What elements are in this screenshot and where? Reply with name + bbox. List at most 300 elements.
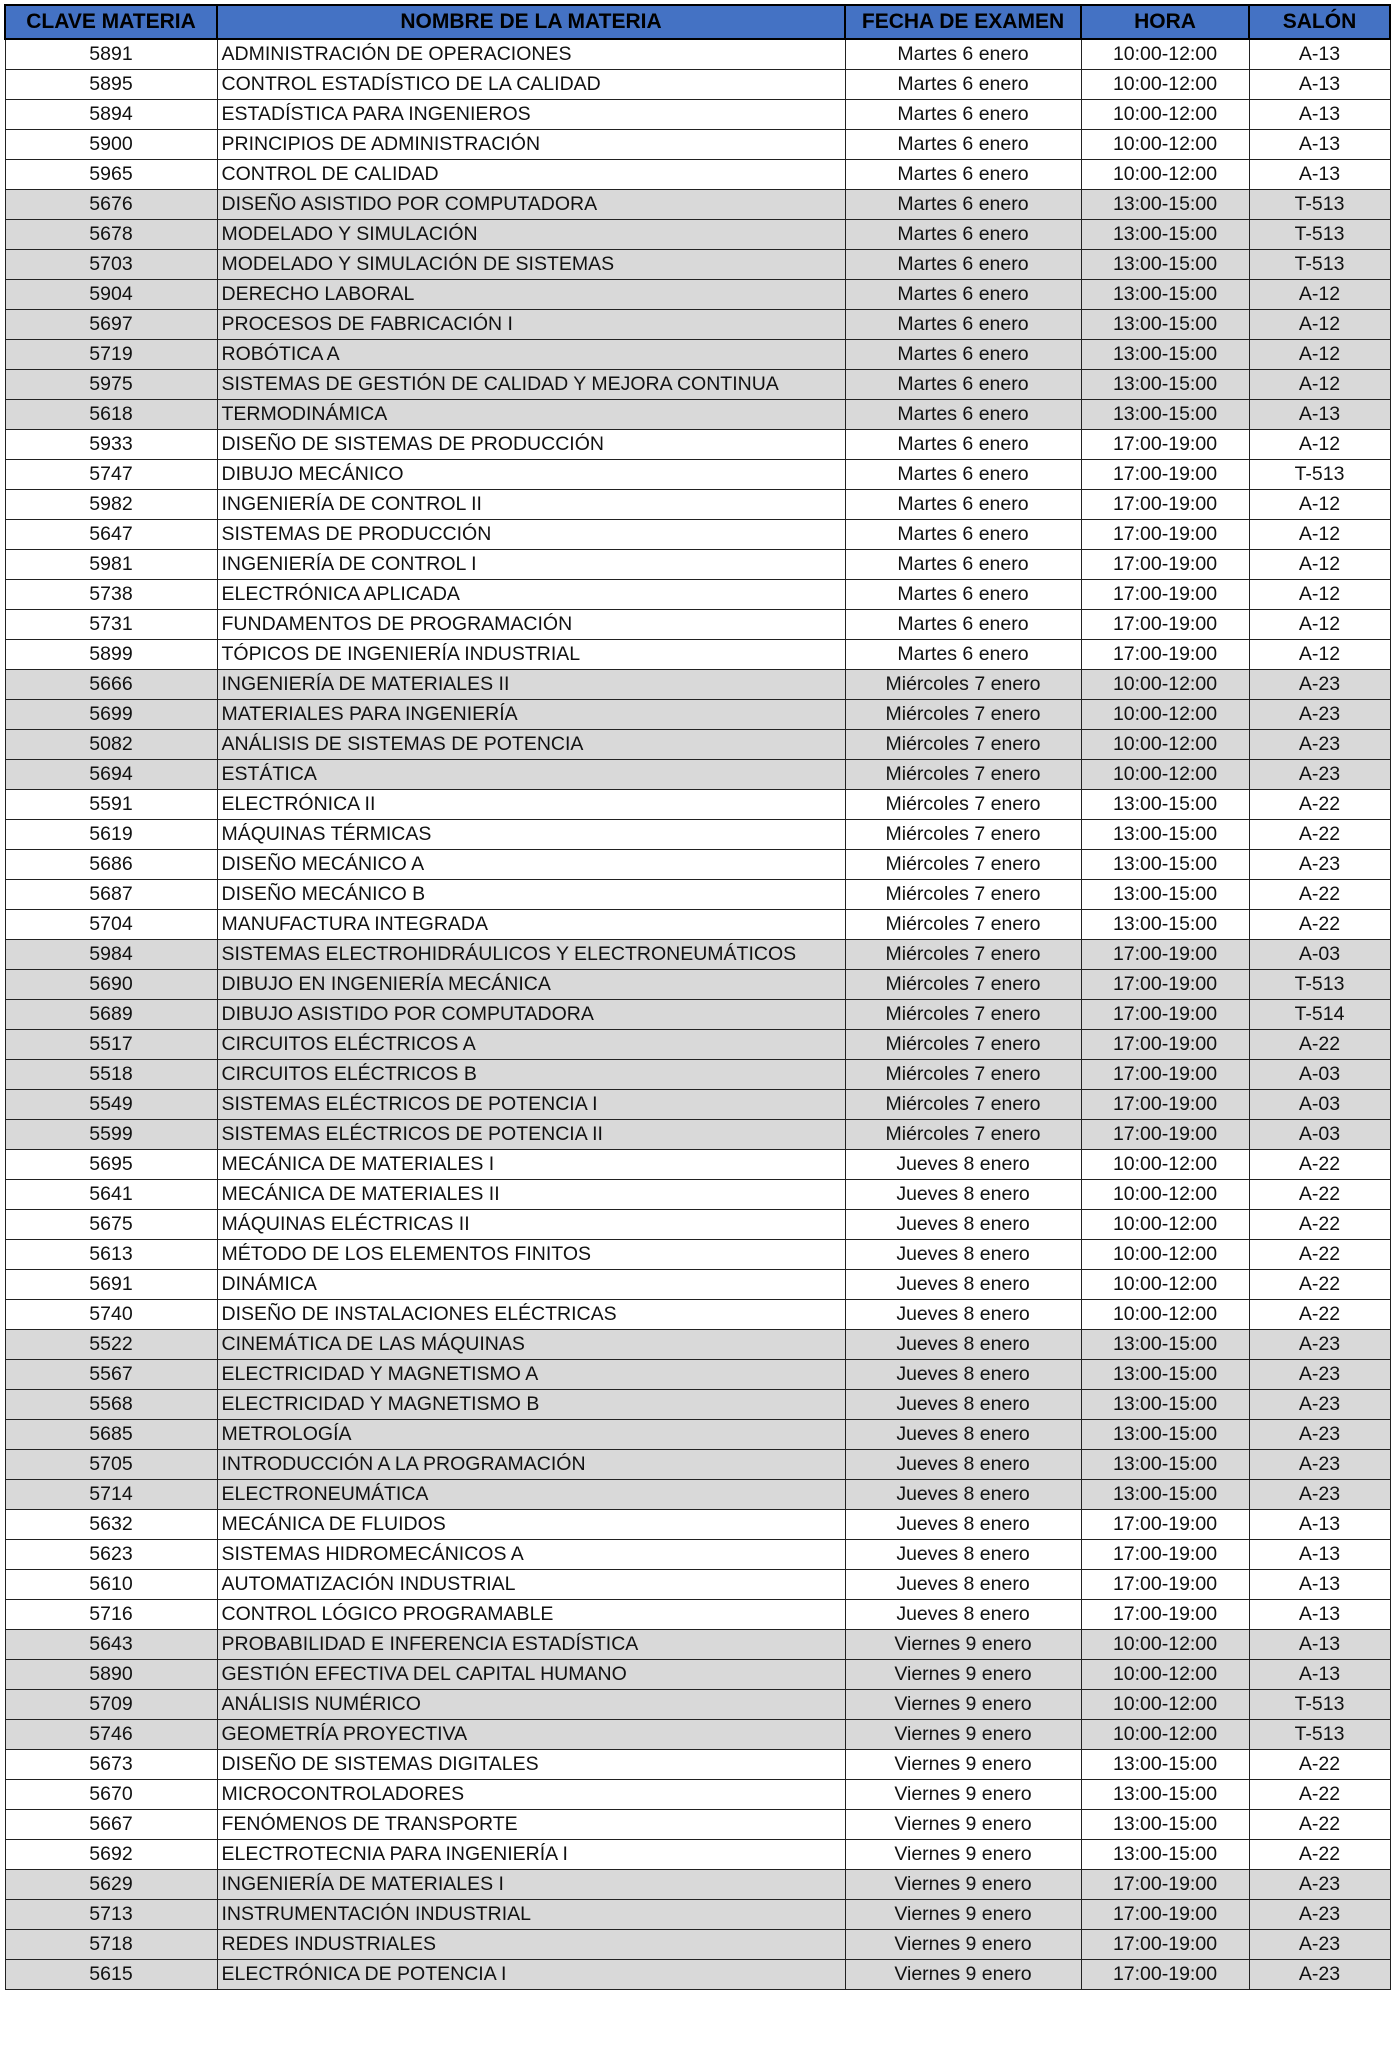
cell-clave[interactable]: 5740	[5, 1300, 217, 1330]
cell-clave[interactable]: 5591	[5, 790, 217, 820]
cell-salon[interactable]: A-12	[1249, 580, 1390, 610]
cell-salon[interactable]: A-23	[1249, 1390, 1390, 1420]
cell-fecha[interactable]: Jueves 8 enero	[845, 1180, 1081, 1210]
cell-hora[interactable]: 17:00-19:00	[1081, 580, 1249, 610]
cell-salon[interactable]: T-513	[1249, 250, 1390, 280]
cell-fecha[interactable]: Miércoles 7 enero	[845, 730, 1081, 760]
cell-hora[interactable]: 10:00-12:00	[1081, 160, 1249, 190]
cell-clave[interactable]: 5666	[5, 670, 217, 700]
cell-fecha[interactable]: Viernes 9 enero	[845, 1750, 1081, 1780]
cell-nombre[interactable]: MODELADO Y SIMULACIÓN	[217, 220, 845, 250]
cell-hora[interactable]: 17:00-19:00	[1081, 1090, 1249, 1120]
cell-fecha[interactable]: Martes 6 enero	[845, 160, 1081, 190]
cell-salon[interactable]: A-03	[1249, 1090, 1390, 1120]
cell-nombre[interactable]: MECÁNICA DE MATERIALES II	[217, 1180, 845, 1210]
cell-clave[interactable]: 5643	[5, 1630, 217, 1660]
table-row[interactable]	[5, 1000, 1390, 1030]
cell-fecha[interactable]: Viernes 9 enero	[845, 1840, 1081, 1870]
cell-nombre[interactable]: SISTEMAS DE PRODUCCIÓN	[217, 520, 845, 550]
table-row[interactable]	[5, 1330, 1390, 1360]
header-fecha[interactable]: FECHA DE EXAMEN	[845, 5, 1081, 39]
cell-nombre[interactable]: DISEÑO MECÁNICO B	[217, 880, 845, 910]
cell-nombre[interactable]: MÉTODO DE LOS ELEMENTOS FINITOS	[217, 1240, 845, 1270]
cell-nombre[interactable]: TÓPICOS DE INGENIERÍA INDUSTRIAL	[217, 640, 845, 670]
cell-clave[interactable]: 5746	[5, 1720, 217, 1750]
cell-salon[interactable]: A-12	[1249, 310, 1390, 340]
cell-nombre[interactable]: ELECTRÓNICA DE POTENCIA I	[217, 1960, 845, 1990]
cell-nombre[interactable]: SISTEMAS ELÉCTRICOS DE POTENCIA I	[217, 1090, 845, 1120]
cell-salon[interactable]: A-23	[1249, 1900, 1390, 1930]
cell-salon[interactable]: A-22	[1249, 1270, 1390, 1300]
cell-fecha[interactable]: Jueves 8 enero	[845, 1420, 1081, 1450]
table-row[interactable]	[5, 1930, 1390, 1960]
table-row[interactable]	[5, 730, 1390, 760]
cell-clave[interactable]: 5673	[5, 1750, 217, 1780]
cell-nombre[interactable]: SISTEMAS HIDROMECÁNICOS A	[217, 1540, 845, 1570]
cell-hora[interactable]: 17:00-19:00	[1081, 1540, 1249, 1570]
table-row[interactable]	[5, 790, 1390, 820]
cell-salon[interactable]: A-23	[1249, 730, 1390, 760]
table-row[interactable]	[5, 1870, 1390, 1900]
cell-fecha[interactable]: Jueves 8 enero	[845, 1360, 1081, 1390]
cell-nombre[interactable]: DISEÑO DE INSTALACIONES ELÉCTRICAS	[217, 1300, 845, 1330]
cell-fecha[interactable]: Martes 6 enero	[845, 400, 1081, 430]
cell-clave[interactable]: 5613	[5, 1240, 217, 1270]
table-row[interactable]	[5, 1240, 1390, 1270]
cell-salon[interactable]: A-03	[1249, 1120, 1390, 1150]
cell-nombre[interactable]: ESTADÍSTICA PARA INGENIEROS	[217, 100, 845, 130]
cell-fecha[interactable]: Viernes 9 enero	[845, 1810, 1081, 1840]
cell-nombre[interactable]: DERECHO LABORAL	[217, 280, 845, 310]
table-row[interactable]	[5, 1720, 1390, 1750]
cell-salon[interactable]: A-23	[1249, 1450, 1390, 1480]
cell-nombre[interactable]: INGENIERÍA DE CONTROL II	[217, 490, 845, 520]
cell-salon[interactable]: A-12	[1249, 550, 1390, 580]
cell-salon[interactable]: A-13	[1249, 1570, 1390, 1600]
cell-fecha[interactable]: Martes 6 enero	[845, 430, 1081, 460]
cell-salon[interactable]: T-513	[1249, 970, 1390, 1000]
cell-hora[interactable]: 17:00-19:00	[1081, 970, 1249, 1000]
cell-nombre[interactable]: ELECTRÓNICA APLICADA	[217, 580, 845, 610]
cell-clave[interactable]: 5599	[5, 1120, 217, 1150]
cell-nombre[interactable]: FUNDAMENTOS DE PROGRAMACIÓN	[217, 610, 845, 640]
cell-fecha[interactable]: Martes 6 enero	[845, 580, 1081, 610]
cell-fecha[interactable]: Miércoles 7 enero	[845, 1120, 1081, 1150]
cell-nombre[interactable]: PRINCIPIOS DE ADMINISTRACIÓN	[217, 130, 845, 160]
table-row[interactable]	[5, 700, 1390, 730]
cell-hora[interactable]: 13:00-15:00	[1081, 1330, 1249, 1360]
cell-salon[interactable]: A-22	[1249, 1780, 1390, 1810]
cell-hora[interactable]: 13:00-15:00	[1081, 880, 1249, 910]
cell-nombre[interactable]: REDES INDUSTRIALES	[217, 1930, 845, 1960]
cell-fecha[interactable]: Miércoles 7 enero	[845, 820, 1081, 850]
table-row[interactable]	[5, 1750, 1390, 1780]
table-row[interactable]	[5, 430, 1390, 460]
cell-clave[interactable]: 5895	[5, 70, 217, 100]
cell-clave[interactable]: 5933	[5, 430, 217, 460]
cell-nombre[interactable]: ELECTRICIDAD Y MAGNETISMO A	[217, 1360, 845, 1390]
cell-fecha[interactable]: Miércoles 7 enero	[845, 1060, 1081, 1090]
header-clave[interactable]: CLAVE MATERIA	[5, 5, 217, 39]
table-row[interactable]	[5, 940, 1390, 970]
cell-hora[interactable]: 17:00-19:00	[1081, 1960, 1249, 1990]
cell-nombre[interactable]: ELECTRICIDAD Y MAGNETISMO B	[217, 1390, 845, 1420]
cell-nombre[interactable]: METROLOGÍA	[217, 1420, 845, 1450]
cell-hora[interactable]: 10:00-12:00	[1081, 130, 1249, 160]
cell-nombre[interactable]: ELECTRÓNICA II	[217, 790, 845, 820]
cell-nombre[interactable]: MANUFACTURA INTEGRADA	[217, 910, 845, 940]
cell-hora[interactable]: 10:00-12:00	[1081, 1630, 1249, 1660]
cell-hora[interactable]: 17:00-19:00	[1081, 1060, 1249, 1090]
table-row[interactable]	[5, 1090, 1390, 1120]
cell-hora[interactable]: 17:00-19:00	[1081, 1120, 1249, 1150]
cell-nombre[interactable]: ESTÁTICA	[217, 760, 845, 790]
cell-salon[interactable]: A-23	[1249, 1420, 1390, 1450]
cell-clave[interactable]: 5678	[5, 220, 217, 250]
cell-salon[interactable]: A-12	[1249, 520, 1390, 550]
table-row[interactable]	[5, 640, 1390, 670]
cell-salon[interactable]: A-12	[1249, 370, 1390, 400]
cell-clave[interactable]: 5975	[5, 370, 217, 400]
cell-clave[interactable]: 5713	[5, 1900, 217, 1930]
cell-hora[interactable]: 10:00-12:00	[1081, 1240, 1249, 1270]
cell-nombre[interactable]: ELECTROTECNIA PARA INGENIERÍA I	[217, 1840, 845, 1870]
cell-nombre[interactable]: INGENIERÍA DE MATERIALES II	[217, 670, 845, 700]
cell-nombre[interactable]: MICROCONTROLADORES	[217, 1780, 845, 1810]
cell-clave[interactable]: 5641	[5, 1180, 217, 1210]
cell-clave[interactable]: 5981	[5, 550, 217, 580]
cell-hora[interactable]: 13:00-15:00	[1081, 220, 1249, 250]
cell-salon[interactable]: A-22	[1249, 790, 1390, 820]
cell-nombre[interactable]: MÁQUINAS ELÉCTRICAS II	[217, 1210, 845, 1240]
table-row[interactable]	[5, 580, 1390, 610]
cell-clave[interactable]: 5686	[5, 850, 217, 880]
table-row[interactable]	[5, 1210, 1390, 1240]
cell-nombre[interactable]: DISEÑO DE SISTEMAS DE PRODUCCIÓN	[217, 430, 845, 460]
table-row[interactable]	[5, 340, 1390, 370]
cell-hora[interactable]: 10:00-12:00	[1081, 1300, 1249, 1330]
cell-nombre[interactable]: ELECTRONEUMÁTICA	[217, 1480, 845, 1510]
table-row[interactable]	[5, 130, 1390, 160]
cell-fecha[interactable]: Miércoles 7 enero	[845, 1090, 1081, 1120]
cell-nombre[interactable]: CIRCUITOS ELÉCTRICOS B	[217, 1060, 845, 1090]
cell-salon[interactable]: A-22	[1249, 1240, 1390, 1270]
table-row[interactable]	[5, 1810, 1390, 1840]
table-row[interactable]	[5, 190, 1390, 220]
cell-clave[interactable]: 5676	[5, 190, 217, 220]
cell-nombre[interactable]: ANÁLISIS NUMÉRICO	[217, 1690, 845, 1720]
table-row[interactable]	[5, 1900, 1390, 1930]
cell-clave[interactable]: 5705	[5, 1450, 217, 1480]
cell-hora[interactable]: 10:00-12:00	[1081, 1270, 1249, 1300]
cell-salon[interactable]: A-22	[1249, 1750, 1390, 1780]
cell-clave[interactable]: 5647	[5, 520, 217, 550]
cell-nombre[interactable]: SISTEMAS ELECTROHIDRÁULICOS Y ELECTRONEUMÁTICOS	[217, 940, 845, 970]
table-row[interactable]	[5, 70, 1390, 100]
table-row[interactable]	[5, 1960, 1390, 1990]
cell-fecha[interactable]: Jueves 8 enero	[845, 1330, 1081, 1360]
cell-clave[interactable]: 5670	[5, 1780, 217, 1810]
cell-clave[interactable]: 5904	[5, 280, 217, 310]
cell-nombre[interactable]: MÁQUINAS TÉRMICAS	[217, 820, 845, 850]
cell-salon[interactable]: A-22	[1249, 1030, 1390, 1060]
cell-nombre[interactable]: TERMODINÁMICA	[217, 400, 845, 430]
cell-nombre[interactable]: ANÁLISIS DE SISTEMAS DE POTENCIA	[217, 730, 845, 760]
table-row[interactable]	[5, 370, 1390, 400]
cell-hora[interactable]: 17:00-19:00	[1081, 940, 1249, 970]
cell-hora[interactable]: 10:00-12:00	[1081, 670, 1249, 700]
table-row[interactable]	[5, 820, 1390, 850]
table-row[interactable]	[5, 1360, 1390, 1390]
cell-clave[interactable]: 5894	[5, 100, 217, 130]
cell-clave[interactable]: 5690	[5, 970, 217, 1000]
cell-clave[interactable]: 5618	[5, 400, 217, 430]
cell-fecha[interactable]: Jueves 8 enero	[845, 1210, 1081, 1240]
cell-fecha[interactable]: Jueves 8 enero	[845, 1600, 1081, 1630]
cell-salon[interactable]: A-12	[1249, 640, 1390, 670]
cell-salon[interactable]: A-22	[1249, 1300, 1390, 1330]
cell-clave[interactable]: 5610	[5, 1570, 217, 1600]
cell-clave[interactable]: 5709	[5, 1690, 217, 1720]
cell-fecha[interactable]: Miércoles 7 enero	[845, 1000, 1081, 1030]
cell-fecha[interactable]: Jueves 8 enero	[845, 1270, 1081, 1300]
cell-salon[interactable]: A-23	[1249, 1930, 1390, 1960]
cell-hora[interactable]: 17:00-19:00	[1081, 550, 1249, 580]
cell-salon[interactable]: A-13	[1249, 400, 1390, 430]
cell-salon[interactable]: A-03	[1249, 1060, 1390, 1090]
cell-nombre[interactable]: DINÁMICA	[217, 1270, 845, 1300]
cell-fecha[interactable]: Martes 6 enero	[845, 130, 1081, 160]
cell-nombre[interactable]: MODELADO Y SIMULACIÓN DE SISTEMAS	[217, 250, 845, 280]
table-row[interactable]	[5, 970, 1390, 1000]
cell-salon[interactable]: A-23	[1249, 670, 1390, 700]
cell-fecha[interactable]: Martes 6 enero	[845, 220, 1081, 250]
cell-clave[interactable]: 5731	[5, 610, 217, 640]
cell-salon[interactable]: A-13	[1249, 1540, 1390, 1570]
table-row[interactable]	[5, 1510, 1390, 1540]
table-row[interactable]	[5, 250, 1390, 280]
table-row[interactable]	[5, 1150, 1390, 1180]
cell-hora[interactable]: 17:00-19:00	[1081, 1600, 1249, 1630]
cell-nombre[interactable]: AUTOMATIZACIÓN INDUSTRIAL	[217, 1570, 845, 1600]
cell-fecha[interactable]: Martes 6 enero	[845, 490, 1081, 520]
table-row[interactable]	[5, 1390, 1390, 1420]
cell-hora[interactable]: 13:00-15:00	[1081, 400, 1249, 430]
table-row[interactable]	[5, 670, 1390, 700]
cell-clave[interactable]: 5619	[5, 820, 217, 850]
cell-fecha[interactable]: Viernes 9 enero	[845, 1690, 1081, 1720]
cell-fecha[interactable]: Jueves 8 enero	[845, 1480, 1081, 1510]
cell-salon[interactable]: A-13	[1249, 70, 1390, 100]
cell-clave[interactable]: 5687	[5, 880, 217, 910]
table-row[interactable]	[5, 1690, 1390, 1720]
cell-salon[interactable]: T-513	[1249, 1690, 1390, 1720]
cell-hora[interactable]: 10:00-12:00	[1081, 1720, 1249, 1750]
cell-hora[interactable]: 17:00-19:00	[1081, 520, 1249, 550]
cell-clave[interactable]: 5697	[5, 310, 217, 340]
cell-hora[interactable]: 17:00-19:00	[1081, 1870, 1249, 1900]
cell-nombre[interactable]: INGENIERÍA DE MATERIALES I	[217, 1870, 845, 1900]
cell-hora[interactable]: 13:00-15:00	[1081, 1810, 1249, 1840]
cell-clave[interactable]: 5568	[5, 1390, 217, 1420]
table-row[interactable]	[5, 1270, 1390, 1300]
cell-nombre[interactable]: FENÓMENOS DE TRANSPORTE	[217, 1810, 845, 1840]
cell-nombre[interactable]: CONTROL LÓGICO PROGRAMABLE	[217, 1600, 845, 1630]
cell-hora[interactable]: 10:00-12:00	[1081, 1660, 1249, 1690]
cell-salon[interactable]: A-23	[1249, 700, 1390, 730]
cell-hora[interactable]: 13:00-15:00	[1081, 310, 1249, 340]
cell-nombre[interactable]: CONTROL DE CALIDAD	[217, 160, 845, 190]
cell-salon[interactable]: A-23	[1249, 1330, 1390, 1360]
cell-fecha[interactable]: Jueves 8 enero	[845, 1300, 1081, 1330]
cell-clave[interactable]: 5685	[5, 1420, 217, 1450]
cell-nombre[interactable]: INSTRUMENTACIÓN INDUSTRIAL	[217, 1900, 845, 1930]
cell-hora[interactable]: 17:00-19:00	[1081, 1510, 1249, 1540]
cell-salon[interactable]: A-22	[1249, 910, 1390, 940]
cell-nombre[interactable]: DIBUJO EN INGENIERÍA MECÁNICA	[217, 970, 845, 1000]
cell-salon[interactable]: T-513	[1249, 460, 1390, 490]
cell-clave[interactable]: 5082	[5, 730, 217, 760]
cell-salon[interactable]: A-23	[1249, 1360, 1390, 1390]
cell-salon[interactable]: A-22	[1249, 820, 1390, 850]
cell-salon[interactable]: A-23	[1249, 1960, 1390, 1990]
cell-hora[interactable]: 17:00-19:00	[1081, 460, 1249, 490]
cell-fecha[interactable]: Miércoles 7 enero	[845, 760, 1081, 790]
cell-clave[interactable]: 5718	[5, 1930, 217, 1960]
cell-fecha[interactable]: Miércoles 7 enero	[845, 700, 1081, 730]
cell-salon[interactable]: T-513	[1249, 1720, 1390, 1750]
table-row[interactable]	[5, 400, 1390, 430]
header-hora[interactable]: HORA	[1081, 5, 1249, 39]
cell-clave[interactable]: 5899	[5, 640, 217, 670]
cell-clave[interactable]: 5900	[5, 130, 217, 160]
table-row[interactable]	[5, 850, 1390, 880]
cell-fecha[interactable]: Martes 6 enero	[845, 640, 1081, 670]
cell-fecha[interactable]: Miércoles 7 enero	[845, 880, 1081, 910]
cell-hora[interactable]: 13:00-15:00	[1081, 1360, 1249, 1390]
cell-nombre[interactable]: GESTIÓN EFECTIVA DEL CAPITAL HUMANO	[217, 1660, 845, 1690]
cell-clave[interactable]: 5667	[5, 1810, 217, 1840]
cell-nombre[interactable]: DISEÑO DE SISTEMAS DIGITALES	[217, 1750, 845, 1780]
cell-nombre[interactable]: CIRCUITOS ELÉCTRICOS A	[217, 1030, 845, 1060]
cell-nombre[interactable]: PROBABILIDAD E INFERENCIA ESTADÍSTICA	[217, 1630, 845, 1660]
cell-fecha[interactable]: Miércoles 7 enero	[845, 910, 1081, 940]
cell-fecha[interactable]: Viernes 9 enero	[845, 1780, 1081, 1810]
cell-clave[interactable]: 5567	[5, 1360, 217, 1390]
cell-salon[interactable]: A-22	[1249, 1210, 1390, 1240]
cell-fecha[interactable]: Martes 6 enero	[845, 340, 1081, 370]
table-row[interactable]	[5, 520, 1390, 550]
table-row[interactable]	[5, 100, 1390, 130]
table-row[interactable]	[5, 460, 1390, 490]
table-row[interactable]	[5, 1450, 1390, 1480]
table-row[interactable]	[5, 760, 1390, 790]
table-row[interactable]	[5, 880, 1390, 910]
cell-salon[interactable]: A-23	[1249, 1870, 1390, 1900]
cell-fecha[interactable]: Martes 6 enero	[845, 370, 1081, 400]
cell-salon[interactable]: A-13	[1249, 160, 1390, 190]
cell-hora[interactable]: 13:00-15:00	[1081, 820, 1249, 850]
cell-hora[interactable]: 17:00-19:00	[1081, 640, 1249, 670]
table-row[interactable]	[5, 1120, 1390, 1150]
cell-hora[interactable]: 17:00-19:00	[1081, 490, 1249, 520]
cell-clave[interactable]: 5629	[5, 1870, 217, 1900]
cell-hora[interactable]: 17:00-19:00	[1081, 1570, 1249, 1600]
cell-clave[interactable]: 5615	[5, 1960, 217, 1990]
cell-hora[interactable]: 17:00-19:00	[1081, 1900, 1249, 1930]
cell-nombre[interactable]: DISEÑO ASISTIDO POR COMPUTADORA	[217, 190, 845, 220]
cell-clave[interactable]: 5703	[5, 250, 217, 280]
cell-nombre[interactable]: CINEMÁTICA DE LAS MÁQUINAS	[217, 1330, 845, 1360]
cell-fecha[interactable]: Miércoles 7 enero	[845, 1030, 1081, 1060]
cell-fecha[interactable]: Miércoles 7 enero	[845, 850, 1081, 880]
cell-hora[interactable]: 13:00-15:00	[1081, 250, 1249, 280]
cell-salon[interactable]: A-13	[1249, 130, 1390, 160]
table-row[interactable]	[5, 1630, 1390, 1660]
cell-salon[interactable]: A-22	[1249, 880, 1390, 910]
cell-fecha[interactable]: Miércoles 7 enero	[845, 970, 1081, 1000]
table-row[interactable]	[5, 1060, 1390, 1090]
cell-fecha[interactable]: Viernes 9 enero	[845, 1870, 1081, 1900]
cell-nombre[interactable]: CONTROL ESTADÍSTICO DE LA CALIDAD	[217, 70, 845, 100]
cell-nombre[interactable]: SISTEMAS DE GESTIÓN DE CALIDAD Y MEJORA CONTINUA	[217, 370, 845, 400]
cell-nombre[interactable]: PROCESOS DE FABRICACIÓN I	[217, 310, 845, 340]
cell-clave[interactable]: 5549	[5, 1090, 217, 1120]
cell-hora[interactable]: 10:00-12:00	[1081, 1180, 1249, 1210]
table-row[interactable]	[5, 160, 1390, 190]
cell-hora[interactable]: 13:00-15:00	[1081, 1480, 1249, 1510]
table-row[interactable]	[5, 39, 1390, 70]
cell-salon[interactable]: A-22	[1249, 1150, 1390, 1180]
cell-fecha[interactable]: Miércoles 7 enero	[845, 940, 1081, 970]
cell-salon[interactable]: A-23	[1249, 850, 1390, 880]
cell-fecha[interactable]: Viernes 9 enero	[845, 1720, 1081, 1750]
cell-hora[interactable]: 13:00-15:00	[1081, 1750, 1249, 1780]
table-row[interactable]	[5, 1840, 1390, 1870]
cell-salon[interactable]: A-13	[1249, 1660, 1390, 1690]
cell-fecha[interactable]: Martes 6 enero	[845, 460, 1081, 490]
cell-fecha[interactable]: Martes 6 enero	[845, 39, 1081, 70]
cell-clave[interactable]: 5695	[5, 1150, 217, 1180]
cell-hora[interactable]: 13:00-15:00	[1081, 370, 1249, 400]
table-row[interactable]	[5, 1480, 1390, 1510]
table-row[interactable]	[5, 1420, 1390, 1450]
cell-nombre[interactable]: DIBUJO ASISTIDO POR COMPUTADORA	[217, 1000, 845, 1030]
cell-fecha[interactable]: Martes 6 enero	[845, 70, 1081, 100]
cell-fecha[interactable]: Miércoles 7 enero	[845, 670, 1081, 700]
cell-clave[interactable]: 5965	[5, 160, 217, 190]
cell-salon[interactable]: A-13	[1249, 1630, 1390, 1660]
cell-hora[interactable]: 10:00-12:00	[1081, 700, 1249, 730]
cell-hora[interactable]: 10:00-12:00	[1081, 1690, 1249, 1720]
cell-nombre[interactable]: DISEÑO MECÁNICO A	[217, 850, 845, 880]
table-row[interactable]	[5, 1540, 1390, 1570]
header-salon[interactable]: SALÓN	[1249, 5, 1390, 39]
cell-salon[interactable]: A-22	[1249, 1840, 1390, 1870]
cell-nombre[interactable]: DIBUJO MECÁNICO	[217, 460, 845, 490]
cell-clave[interactable]: 5719	[5, 340, 217, 370]
cell-hora[interactable]: 13:00-15:00	[1081, 1390, 1249, 1420]
cell-clave[interactable]: 5714	[5, 1480, 217, 1510]
cell-hora[interactable]: 10:00-12:00	[1081, 1210, 1249, 1240]
cell-fecha[interactable]: Viernes 9 enero	[845, 1900, 1081, 1930]
cell-fecha[interactable]: Jueves 8 enero	[845, 1390, 1081, 1420]
cell-nombre[interactable]: MECÁNICA DE FLUIDOS	[217, 1510, 845, 1540]
cell-hora[interactable]: 13:00-15:00	[1081, 790, 1249, 820]
table-row[interactable]	[5, 550, 1390, 580]
table-row[interactable]	[5, 1180, 1390, 1210]
cell-clave[interactable]: 5689	[5, 1000, 217, 1030]
